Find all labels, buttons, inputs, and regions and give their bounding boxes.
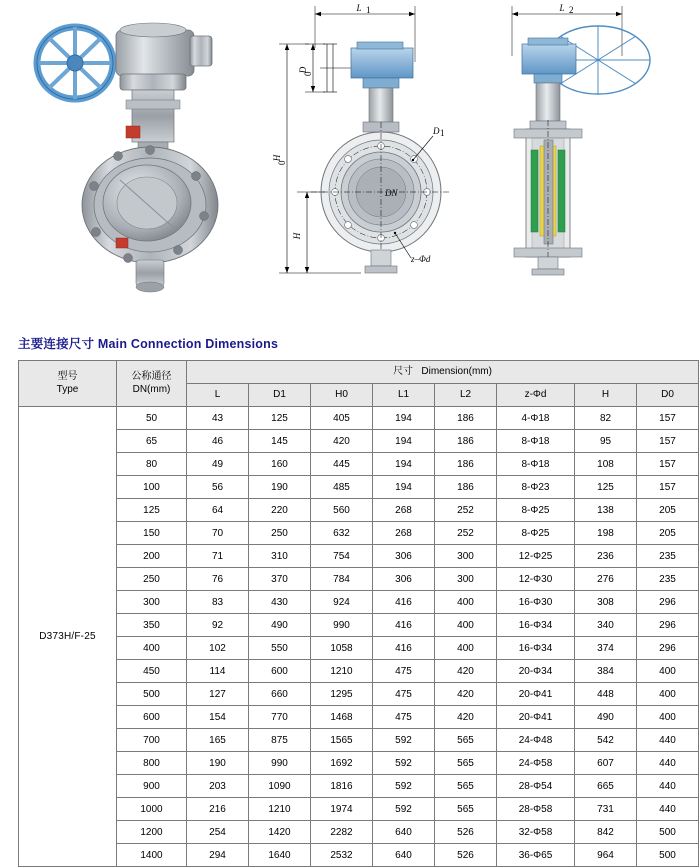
gearbox bbox=[116, 23, 212, 90]
table-row bbox=[19, 683, 699, 706]
cell-L: 190 bbox=[187, 752, 249, 775]
header-dimension-group bbox=[187, 361, 699, 384]
cell-L1: 194 bbox=[373, 453, 435, 476]
gearbox-section bbox=[522, 38, 576, 83]
svg-text:0: 0 bbox=[303, 71, 313, 76]
cell-L2: 300 bbox=[435, 545, 497, 568]
cell-z-phi-d: 8-Φ25 bbox=[497, 499, 575, 522]
cell-H0: 485 bbox=[311, 476, 373, 499]
cell-L: 83 bbox=[187, 591, 249, 614]
body-section bbox=[514, 120, 582, 275]
cell-D1: 550 bbox=[249, 637, 311, 660]
table-row bbox=[19, 775, 699, 798]
cell-dn: 1200 bbox=[117, 821, 187, 844]
table-row bbox=[19, 706, 699, 729]
cell-L1: 592 bbox=[373, 752, 435, 775]
cell-H: 374 bbox=[575, 637, 637, 660]
table-row bbox=[19, 614, 699, 637]
cell-H0: 420 bbox=[311, 430, 373, 453]
cell-D1: 990 bbox=[249, 752, 311, 775]
table-row bbox=[19, 798, 699, 821]
cell-D1: 875 bbox=[249, 729, 311, 752]
cell-z-phi-d: 12-Φ30 bbox=[497, 568, 575, 591]
cell-L2: 565 bbox=[435, 775, 497, 798]
cell-D1: 490 bbox=[249, 614, 311, 637]
cell-L: 46 bbox=[187, 430, 249, 453]
header-row-1 bbox=[19, 361, 699, 384]
cell-H: 138 bbox=[575, 499, 637, 522]
table-body bbox=[19, 407, 699, 867]
svg-text:0: 0 bbox=[277, 160, 287, 165]
header-col-L: L bbox=[187, 384, 249, 407]
cell-D0: 440 bbox=[637, 798, 699, 821]
cell-H: 95 bbox=[575, 430, 637, 453]
cell-D0: 440 bbox=[637, 729, 699, 752]
cell-L1: 640 bbox=[373, 844, 435, 867]
cell-H: 964 bbox=[575, 844, 637, 867]
cell-L: 71 bbox=[187, 545, 249, 568]
cell-H0: 2282 bbox=[311, 821, 373, 844]
cell-L1: 306 bbox=[373, 545, 435, 568]
cell-type: D373H/F-25 bbox=[19, 407, 117, 867]
header-dn-en: DN(mm) bbox=[132, 383, 171, 395]
cell-D1: 190 bbox=[249, 476, 311, 499]
cell-H: 607 bbox=[575, 752, 637, 775]
cell-L: 56 bbox=[187, 476, 249, 499]
cell-L: 43 bbox=[187, 407, 249, 430]
cell-D0: 157 bbox=[637, 476, 699, 499]
cell-H: 731 bbox=[575, 798, 637, 821]
cell-D1: 1210 bbox=[249, 798, 311, 821]
cell-z-phi-d: 8-Φ18 bbox=[497, 430, 575, 453]
table-head bbox=[19, 361, 699, 407]
cell-D0: 440 bbox=[637, 775, 699, 798]
cell-L: 165 bbox=[187, 729, 249, 752]
cell-H0: 990 bbox=[311, 614, 373, 637]
cell-D0: 400 bbox=[637, 683, 699, 706]
cell-L1: 194 bbox=[373, 430, 435, 453]
cell-L: 294 bbox=[187, 844, 249, 867]
cell-z-phi-d: 8-Φ18 bbox=[497, 453, 575, 476]
svg-text:2: 2 bbox=[569, 5, 574, 15]
section-title-cn: 主要连接尺寸 bbox=[18, 337, 95, 351]
cell-H: 236 bbox=[575, 545, 637, 568]
cell-L2: 252 bbox=[435, 522, 497, 545]
cell-L: 49 bbox=[187, 453, 249, 476]
table-row bbox=[19, 407, 699, 430]
valve-body-front bbox=[311, 122, 451, 273]
cell-L: 254 bbox=[187, 821, 249, 844]
cell-H: 490 bbox=[575, 706, 637, 729]
main-connection-dimensions-table bbox=[18, 360, 699, 867]
cell-L2: 252 bbox=[435, 499, 497, 522]
cell-H0: 1816 bbox=[311, 775, 373, 798]
cell-dn: 80 bbox=[117, 453, 187, 476]
figures-area bbox=[0, 0, 700, 320]
cell-D0: 440 bbox=[637, 752, 699, 775]
cell-L2: 186 bbox=[435, 407, 497, 430]
cell-H0: 445 bbox=[311, 453, 373, 476]
cell-D0: 400 bbox=[637, 706, 699, 729]
cell-D1: 430 bbox=[249, 591, 311, 614]
cell-z-phi-d: 16-Φ34 bbox=[497, 614, 575, 637]
cell-L1: 268 bbox=[373, 522, 435, 545]
cell-L: 114 bbox=[187, 660, 249, 683]
cell-L2: 420 bbox=[435, 706, 497, 729]
cell-L2: 526 bbox=[435, 821, 497, 844]
cell-z-phi-d: 12-Φ25 bbox=[497, 545, 575, 568]
cell-dn: 300 bbox=[117, 591, 187, 614]
cell-H: 542 bbox=[575, 729, 637, 752]
cell-D0: 400 bbox=[637, 660, 699, 683]
table-row bbox=[19, 637, 699, 660]
table-row bbox=[19, 752, 699, 775]
cell-D1: 600 bbox=[249, 660, 311, 683]
cell-L1: 640 bbox=[373, 821, 435, 844]
cell-D0: 205 bbox=[637, 499, 699, 522]
cell-H: 308 bbox=[575, 591, 637, 614]
valve-body bbox=[82, 146, 218, 293]
cell-dn: 900 bbox=[117, 775, 187, 798]
cell-dn: 700 bbox=[117, 729, 187, 752]
cell-L1: 194 bbox=[373, 476, 435, 499]
table-row bbox=[19, 591, 699, 614]
cell-dn: 65 bbox=[117, 430, 187, 453]
cell-D0: 157 bbox=[637, 453, 699, 476]
header-col-H: H bbox=[575, 384, 637, 407]
label-DN bbox=[384, 188, 398, 198]
cell-z-phi-d: 24-Φ58 bbox=[497, 752, 575, 775]
cell-dn: 400 bbox=[117, 637, 187, 660]
cell-H: 198 bbox=[575, 522, 637, 545]
cell-z-phi-d: 20-Φ41 bbox=[497, 683, 575, 706]
cell-dn: 600 bbox=[117, 706, 187, 729]
table-row bbox=[19, 729, 699, 752]
cell-H: 340 bbox=[575, 614, 637, 637]
cell-D1: 370 bbox=[249, 568, 311, 591]
cell-H0: 1565 bbox=[311, 729, 373, 752]
cell-L2: 186 bbox=[435, 430, 497, 453]
svg-text:z–Φd: z–Φd bbox=[411, 254, 431, 264]
cell-H0: 754 bbox=[311, 545, 373, 568]
dimensions-table-wrap bbox=[18, 360, 682, 867]
cell-D1: 310 bbox=[249, 545, 311, 568]
cell-D0: 500 bbox=[637, 844, 699, 867]
cell-H0: 1210 bbox=[311, 660, 373, 683]
header-col-H0: H0 bbox=[311, 384, 373, 407]
cell-H: 384 bbox=[575, 660, 637, 683]
cell-L2: 400 bbox=[435, 637, 497, 660]
cell-dn: 450 bbox=[117, 660, 187, 683]
dimension-H bbox=[292, 192, 325, 273]
header-dn-cn: 公称通径 bbox=[131, 371, 172, 382]
cell-L: 203 bbox=[187, 775, 249, 798]
svg-text:1: 1 bbox=[440, 128, 445, 138]
cell-dn: 250 bbox=[117, 568, 187, 591]
cell-L: 92 bbox=[187, 614, 249, 637]
cell-D1: 160 bbox=[249, 453, 311, 476]
cell-dn: 50 bbox=[117, 407, 187, 430]
svg-text:L: L bbox=[356, 3, 362, 13]
cell-z-phi-d: 20-Φ34 bbox=[497, 660, 575, 683]
cell-L: 70 bbox=[187, 522, 249, 545]
cell-L1: 592 bbox=[373, 729, 435, 752]
cell-H0: 560 bbox=[311, 499, 373, 522]
cell-dn: 1000 bbox=[117, 798, 187, 821]
cell-H0: 1974 bbox=[311, 798, 373, 821]
header-type-cn: 型号 bbox=[57, 371, 78, 382]
cell-D0: 235 bbox=[637, 545, 699, 568]
header-col-L1: L1 bbox=[373, 384, 435, 407]
cell-L1: 475 bbox=[373, 706, 435, 729]
cell-dn: 350 bbox=[117, 614, 187, 637]
header-col-L2: L2 bbox=[435, 384, 497, 407]
cell-D0: 157 bbox=[637, 430, 699, 453]
svg-text:L: L bbox=[559, 3, 565, 13]
cell-z-phi-d: 16-Φ30 bbox=[497, 591, 575, 614]
cell-H0: 632 bbox=[311, 522, 373, 545]
cell-D1: 660 bbox=[249, 683, 311, 706]
cell-z-phi-d: 28-Φ54 bbox=[497, 775, 575, 798]
cell-L1: 416 bbox=[373, 637, 435, 660]
svg-text:D: D bbox=[298, 66, 308, 74]
cell-L2: 565 bbox=[435, 729, 497, 752]
cell-H: 125 bbox=[575, 476, 637, 499]
header-type bbox=[19, 361, 117, 407]
cell-L1: 416 bbox=[373, 614, 435, 637]
cell-D0: 500 bbox=[637, 821, 699, 844]
cell-H0: 1468 bbox=[311, 706, 373, 729]
section-title-en: Main Connection Dimensions bbox=[97, 337, 279, 351]
cell-H: 276 bbox=[575, 568, 637, 591]
cell-H: 108 bbox=[575, 453, 637, 476]
cell-D0: 296 bbox=[637, 614, 699, 637]
table-row bbox=[19, 660, 699, 683]
cell-z-phi-d: 8-Φ25 bbox=[497, 522, 575, 545]
header-col-D0: D0 bbox=[637, 384, 699, 407]
valve-section-drawing bbox=[470, 0, 685, 310]
cell-L: 216 bbox=[187, 798, 249, 821]
cell-H: 665 bbox=[575, 775, 637, 798]
cell-L: 154 bbox=[187, 706, 249, 729]
cell-dn: 125 bbox=[117, 499, 187, 522]
table-row bbox=[19, 545, 699, 568]
cell-D0: 205 bbox=[637, 522, 699, 545]
cell-H0: 1692 bbox=[311, 752, 373, 775]
cell-dn: 100 bbox=[117, 476, 187, 499]
cell-L1: 268 bbox=[373, 499, 435, 522]
cell-L2: 186 bbox=[435, 476, 497, 499]
table-row bbox=[19, 476, 699, 499]
cell-L2: 300 bbox=[435, 568, 497, 591]
cell-D1: 220 bbox=[249, 499, 311, 522]
cell-D0: 296 bbox=[637, 591, 699, 614]
valve-front-drawing bbox=[265, 0, 455, 310]
cell-L: 102 bbox=[187, 637, 249, 660]
cell-dn: 1400 bbox=[117, 844, 187, 867]
svg-text:1: 1 bbox=[366, 5, 371, 15]
header-dn bbox=[117, 361, 187, 407]
cell-L: 127 bbox=[187, 683, 249, 706]
cell-L1: 416 bbox=[373, 591, 435, 614]
butterfly-valve-photo bbox=[20, 0, 250, 310]
cell-H0: 405 bbox=[311, 407, 373, 430]
cell-L1: 592 bbox=[373, 775, 435, 798]
cell-D0: 296 bbox=[637, 637, 699, 660]
cell-z-phi-d: 24-Φ48 bbox=[497, 729, 575, 752]
cell-L1: 475 bbox=[373, 683, 435, 706]
cell-D0: 157 bbox=[637, 407, 699, 430]
cell-D1: 125 bbox=[249, 407, 311, 430]
cell-dn: 150 bbox=[117, 522, 187, 545]
cell-H0: 1295 bbox=[311, 683, 373, 706]
cell-L1: 592 bbox=[373, 798, 435, 821]
cell-z-phi-d: 28-Φ58 bbox=[497, 798, 575, 821]
cell-z-phi-d: 32-Φ58 bbox=[497, 821, 575, 844]
cell-D0: 235 bbox=[637, 568, 699, 591]
cell-L2: 420 bbox=[435, 660, 497, 683]
cell-L2: 526 bbox=[435, 844, 497, 867]
cell-H0: 2532 bbox=[311, 844, 373, 867]
table-row bbox=[19, 821, 699, 844]
cell-z-phi-d: 4-Φ18 bbox=[497, 407, 575, 430]
svg-text:D: D bbox=[433, 126, 440, 136]
cell-D1: 1420 bbox=[249, 821, 311, 844]
cell-L1: 194 bbox=[373, 407, 435, 430]
header-dimension-cn: 尺寸 bbox=[393, 365, 414, 377]
gearbox-front bbox=[351, 42, 413, 88]
header-dimension-en: Dimension(mm) bbox=[421, 365, 492, 377]
cell-dn: 800 bbox=[117, 752, 187, 775]
cell-z-phi-d: 20-Φ41 bbox=[497, 706, 575, 729]
cell-L2: 400 bbox=[435, 591, 497, 614]
table-row bbox=[19, 430, 699, 453]
cell-H0: 924 bbox=[311, 591, 373, 614]
cell-D1: 250 bbox=[249, 522, 311, 545]
svg-text:H: H bbox=[292, 232, 302, 240]
table-row bbox=[19, 522, 699, 545]
cell-H: 82 bbox=[575, 407, 637, 430]
svg-text:DN: DN bbox=[385, 188, 398, 198]
cell-D1: 770 bbox=[249, 706, 311, 729]
cell-H: 448 bbox=[575, 683, 637, 706]
svg-text:H: H bbox=[272, 154, 282, 162]
section-title bbox=[18, 334, 278, 352]
cell-H: 842 bbox=[575, 821, 637, 844]
cell-L: 76 bbox=[187, 568, 249, 591]
cell-z-phi-d: 8-Φ23 bbox=[497, 476, 575, 499]
cell-z-phi-d: 36-Φ65 bbox=[497, 844, 575, 867]
cell-L1: 475 bbox=[373, 660, 435, 683]
cell-L2: 400 bbox=[435, 614, 497, 637]
cell-L: 64 bbox=[187, 499, 249, 522]
cell-D1: 145 bbox=[249, 430, 311, 453]
cell-L2: 186 bbox=[435, 453, 497, 476]
cell-L2: 565 bbox=[435, 798, 497, 821]
cell-dn: 500 bbox=[117, 683, 187, 706]
header-type-en: Type bbox=[56, 383, 79, 395]
cell-H0: 1058 bbox=[311, 637, 373, 660]
cell-dn: 200 bbox=[117, 545, 187, 568]
cell-z-phi-d: 16-Φ34 bbox=[497, 637, 575, 660]
handwheel bbox=[37, 27, 113, 99]
handwheel-side bbox=[320, 44, 351, 92]
cell-D1: 1090 bbox=[249, 775, 311, 798]
cell-H0: 784 bbox=[311, 568, 373, 591]
cell-L1: 306 bbox=[373, 568, 435, 591]
cell-D1: 1640 bbox=[249, 844, 311, 867]
header-col-D1: D1 bbox=[249, 384, 311, 407]
table-row bbox=[19, 568, 699, 591]
table-row bbox=[19, 453, 699, 476]
cell-L2: 420 bbox=[435, 683, 497, 706]
header-col-zd: z-Φd bbox=[497, 384, 575, 407]
cell-L2: 565 bbox=[435, 752, 497, 775]
table-row bbox=[19, 499, 699, 522]
table-row bbox=[19, 844, 699, 867]
